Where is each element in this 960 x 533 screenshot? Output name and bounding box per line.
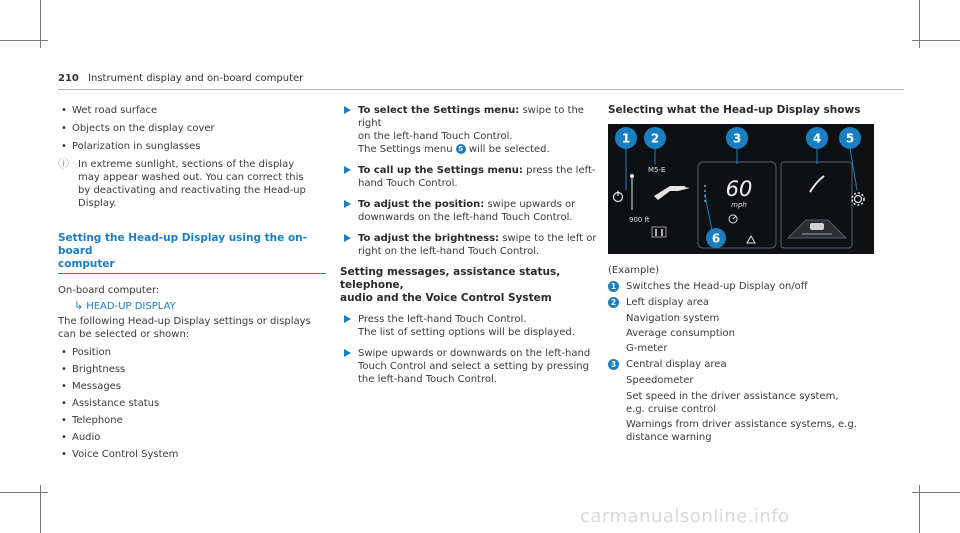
watermark: carmanualsonline.info bbox=[580, 506, 790, 527]
step-text: will be selected. bbox=[468, 144, 550, 155]
step-text: The Settings menu bbox=[358, 144, 453, 155]
list-item: • Position bbox=[58, 346, 326, 359]
instruction-step bbox=[340, 198, 608, 224]
legend-subitem: Average consumption bbox=[626, 328, 735, 339]
crop-mark bbox=[0, 40, 48, 41]
legend-item bbox=[608, 279, 908, 294]
list-item: • Brightness bbox=[58, 363, 326, 376]
list-item: • Audio bbox=[58, 431, 326, 444]
step-text: Swipe upwards or downwards on the left-hand bbox=[358, 348, 591, 359]
step-text: Press the left-hand Touch Control. bbox=[358, 314, 527, 325]
crop-mark bbox=[912, 40, 960, 41]
instruction-step bbox=[340, 164, 608, 190]
menu-arrow-icon: ↳ bbox=[74, 299, 84, 312]
menu-path-label: HEAD-UP DISPLAY bbox=[86, 301, 176, 312]
step-text: right on the left-hand Touch Control. bbox=[358, 246, 540, 257]
heading-line: Setting messages, assistance status, telephone, bbox=[340, 266, 561, 291]
step-label: To call up the Settings menu: bbox=[358, 165, 523, 176]
note-line: In extreme sunlight, sections of the display bbox=[78, 159, 295, 170]
page-section-title: Instrument display and on-board computer bbox=[88, 73, 304, 84]
info-note-icon: ⓘ bbox=[58, 157, 69, 170]
page-header bbox=[58, 73, 303, 84]
legend-badge: 1 bbox=[608, 281, 619, 292]
hud-illustration bbox=[608, 124, 874, 254]
hud-diagram bbox=[608, 124, 874, 254]
note-line: Display. bbox=[78, 198, 117, 209]
step-text-group bbox=[358, 143, 608, 156]
distance-bar-top bbox=[630, 174, 634, 178]
callout-badge-6 bbox=[706, 228, 726, 248]
instruction-step bbox=[340, 104, 608, 156]
desc-line: The following Head-up Display settings or displays bbox=[58, 316, 311, 327]
distance-label: 900 ft bbox=[629, 216, 650, 224]
step-arrow-icon bbox=[344, 234, 351, 242]
list-item: • Telephone bbox=[58, 414, 326, 427]
crop-mark bbox=[912, 492, 960, 493]
step-text: hand Touch Control. bbox=[358, 178, 458, 189]
route-label: M5-E bbox=[648, 166, 666, 174]
step-text: swipe upwards or bbox=[487, 199, 576, 210]
power-icon bbox=[614, 191, 623, 202]
step-arrow-icon bbox=[344, 106, 351, 114]
callout-badge-4 bbox=[806, 127, 828, 149]
cruise-control-icon bbox=[729, 215, 737, 223]
list-item: • Messages bbox=[58, 380, 326, 393]
middle-column bbox=[340, 104, 608, 394]
legend-subitem: e.g. cruise control bbox=[626, 404, 716, 415]
step-label: To adjust the brightness: bbox=[358, 233, 500, 244]
section-heading bbox=[340, 266, 608, 305]
callout-number: 1 bbox=[621, 131, 631, 146]
lane-guidance-icon bbox=[652, 227, 666, 237]
callout-badge-5 bbox=[839, 127, 861, 149]
step-text: downwards on the left-hand Touch Control. bbox=[358, 212, 573, 223]
crop-mark bbox=[0, 492, 48, 493]
left-column bbox=[58, 104, 326, 465]
callout-number: 3 bbox=[732, 131, 742, 146]
legend-text: Central display area bbox=[626, 359, 727, 370]
speed-value: 60 bbox=[725, 177, 753, 201]
callout-badge-2 bbox=[644, 127, 666, 149]
speed-unit: mph bbox=[731, 201, 747, 209]
step-text: on the left-hand Touch Control. bbox=[358, 131, 513, 142]
callout-number: 2 bbox=[650, 131, 660, 146]
legend bbox=[608, 263, 908, 444]
legend-item bbox=[608, 295, 908, 310]
desc-line: can be selected or shown: bbox=[58, 329, 190, 340]
callout-number: 6 bbox=[711, 231, 721, 246]
legend-subitem: Warnings from driver assistance systems, e.g. bbox=[626, 419, 857, 430]
legend-badge: 3 bbox=[608, 359, 619, 370]
list-item: • Voice Control System bbox=[58, 448, 326, 461]
intro-text: On-board computer: bbox=[58, 285, 160, 296]
step-text: Touch Control and select a setting by pressing bbox=[358, 361, 589, 372]
step-text: the left-hand Touch Control. bbox=[358, 374, 497, 385]
instruction-step bbox=[340, 347, 608, 386]
heading-rule bbox=[58, 273, 326, 274]
section-heading: Selecting what the Head-up Display shows bbox=[608, 104, 861, 116]
legend-text: Switches the Head-up Display on/off bbox=[626, 281, 808, 292]
step-text: swipe to the left or bbox=[502, 233, 597, 244]
menu-path bbox=[58, 299, 326, 313]
step-arrow-icon bbox=[344, 166, 351, 174]
right-column-heading bbox=[608, 104, 908, 125]
section-heading bbox=[58, 232, 326, 274]
lane-keeping-icon bbox=[810, 176, 824, 192]
list-item: • Objects on the display cover bbox=[58, 122, 326, 135]
callout-badge: 5 bbox=[456, 144, 466, 154]
legend-badge: 2 bbox=[608, 297, 619, 308]
legend-text: Left display area bbox=[626, 297, 709, 308]
heading-line: computer bbox=[58, 258, 115, 270]
turn-arrow-icon bbox=[654, 186, 690, 200]
note-line: by deactivating and reactivating the Head-up bbox=[78, 185, 306, 196]
callout-number: 4 bbox=[812, 131, 822, 146]
heading-line: audio and the Voice Control System bbox=[340, 292, 552, 304]
step-text: The list of setting options will be displayed. bbox=[358, 327, 575, 338]
warning-triangle-icon bbox=[747, 236, 755, 243]
note-block bbox=[58, 158, 326, 210]
list-item: • Assistance status bbox=[58, 397, 326, 410]
distance-assist-road-icon bbox=[788, 220, 846, 238]
figure-caption: (Example) bbox=[608, 265, 660, 276]
callout-number: 5 bbox=[845, 131, 855, 146]
step-arrow-icon bbox=[344, 200, 351, 208]
instruction-step bbox=[340, 313, 608, 339]
step-text: press the left- bbox=[526, 165, 596, 176]
step-label: To select the Settings menu: bbox=[358, 105, 520, 116]
page-number: 210 bbox=[58, 73, 79, 84]
legend-subitem: distance warning bbox=[626, 432, 712, 443]
callout-badge-1 bbox=[615, 127, 637, 149]
settings-gear-icon bbox=[852, 193, 864, 205]
list-item: • Wet road surface bbox=[58, 104, 326, 117]
list-item: • Polarization in sunglasses bbox=[58, 140, 326, 153]
legend-item bbox=[608, 357, 908, 372]
legend-subitem: G-meter bbox=[626, 343, 668, 354]
legend-subitem: Speedometer bbox=[626, 375, 694, 386]
callout-line bbox=[850, 148, 857, 190]
step-arrow-icon bbox=[344, 315, 351, 323]
legend-subitem: Navigation system bbox=[626, 313, 720, 324]
callout-line bbox=[705, 194, 712, 231]
step-label: To adjust the position: bbox=[358, 199, 485, 210]
step-text: swipe to the right bbox=[358, 105, 584, 129]
callout-badge-3 bbox=[726, 127, 748, 149]
heading-line: Setting the Head-up Display using the on-board bbox=[58, 232, 307, 257]
header-rule bbox=[58, 89, 904, 90]
instruction-step bbox=[340, 232, 608, 258]
step-arrow-icon bbox=[344, 349, 351, 357]
note-line: may appear washed out. You can correct this bbox=[78, 172, 304, 183]
legend-subitem: Set speed in the driver assistance system, bbox=[626, 391, 839, 402]
